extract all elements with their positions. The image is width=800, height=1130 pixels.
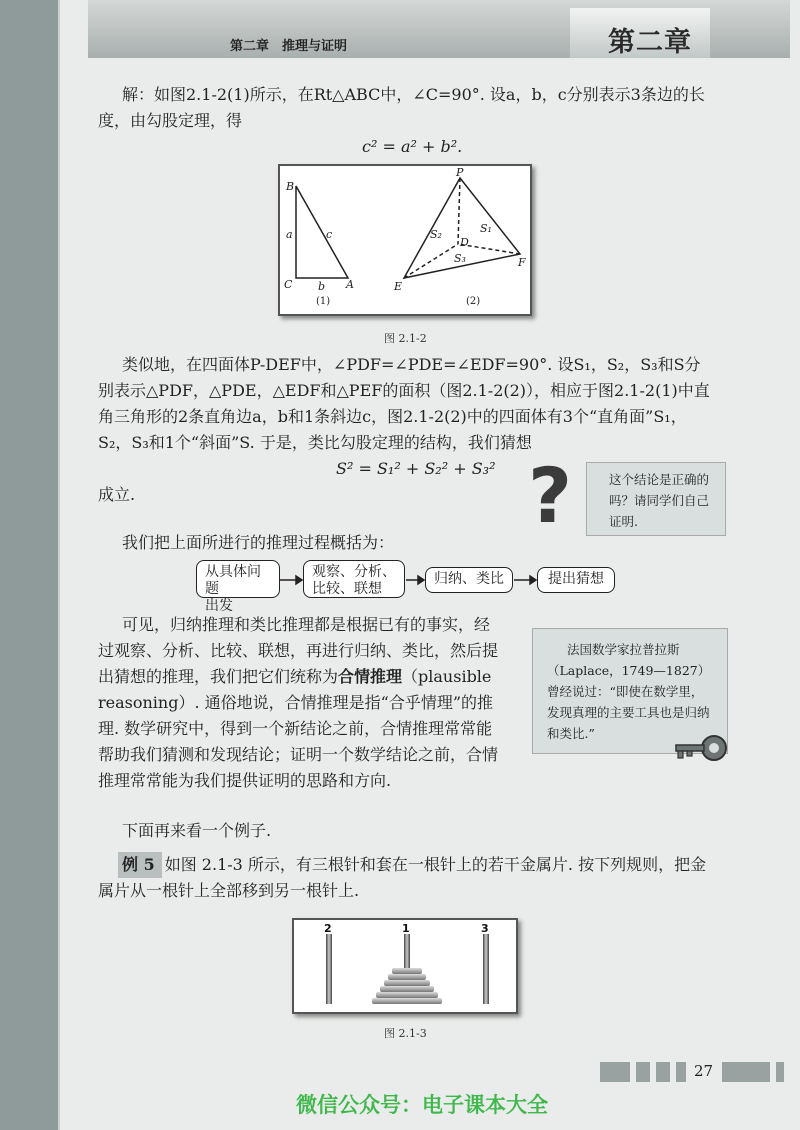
peg-3	[483, 934, 489, 1004]
figure-2-1-3	[292, 918, 518, 1014]
label-S2: S₂	[430, 228, 442, 241]
label-S3: S₃	[454, 252, 466, 265]
label-A: A	[346, 278, 354, 291]
label-E: E	[394, 280, 403, 293]
right-triangle	[296, 186, 348, 278]
disk-2	[376, 992, 438, 998]
peg-label-1: 1	[402, 922, 410, 935]
question-mark-icon: ?	[528, 451, 573, 540]
watermark-text: 微信公众号：电子课本大全	[296, 1093, 548, 1117]
example-tag: 例 5	[122, 855, 155, 874]
key-icon	[672, 732, 732, 764]
disk-1	[372, 998, 442, 1004]
figure-2-1-3-caption: 图 2.1-3	[384, 1027, 427, 1040]
label-B: B	[286, 180, 295, 193]
figure-2-1-2-caption: 图 2.1-2	[384, 332, 427, 345]
disk-5	[388, 974, 426, 980]
peg-label-3: 3	[481, 922, 489, 935]
label-D: D	[460, 236, 469, 249]
label-P: P	[456, 166, 464, 179]
flow-step-4: 提出猜想	[537, 567, 615, 593]
footer-decoration-left	[600, 1062, 692, 1086]
peg-label-2: 2	[324, 922, 332, 935]
disk-3	[380, 986, 434, 992]
page-number: 27	[694, 1062, 714, 1080]
flow-step-3: 归纳、类比	[425, 567, 513, 593]
left-margin-bar	[0, 0, 58, 1130]
hanoi-drawing	[294, 920, 516, 1012]
plausible-reasoning-term: 合情推理	[338, 667, 403, 686]
note-laplace-text: 法国数学家拉普拉斯（Laplace，1749—1827）曾经说过：“即使在数学里，发现真理的主要工具也是归纳和类比.”	[547, 642, 711, 741]
footer-decoration-right	[722, 1062, 790, 1086]
left-margin-line	[58, 0, 60, 1130]
pythagoras-formula: c² = a² + b².	[362, 137, 463, 156]
example-intro: 下面再来看一个例子.	[122, 821, 272, 840]
label-S1: S₁	[480, 222, 492, 235]
note-question-text: 这个结论是正确的吗？请同学们自己证明.	[609, 472, 710, 529]
flow-step-1: 从具体问题 出发	[196, 560, 280, 598]
header-chapter-tab-label: 第二章	[608, 27, 692, 58]
tetrahedron-formula: S² = S₁² + S₂² + S₃²	[336, 459, 496, 478]
disk-4	[384, 980, 430, 986]
flow-step-2: 观察、分析、 比较、联想	[303, 560, 405, 598]
summary-text: 我们把上面所进行的推理过程概括为：	[122, 533, 395, 552]
disk-6	[392, 968, 422, 974]
label-C: C	[284, 278, 293, 291]
established-text: 成立.	[98, 485, 136, 504]
label-F: F	[518, 256, 526, 269]
subfigure-label-1: (1)	[316, 296, 331, 307]
figure-2-1-2	[278, 164, 532, 316]
label-b: b	[318, 280, 326, 293]
label-a: a	[286, 228, 293, 241]
note-question	[586, 462, 726, 536]
peg-2	[326, 934, 332, 1004]
figure-2-1-2-drawing	[280, 166, 530, 314]
subfigure-label-2: (2)	[466, 296, 481, 307]
header-chapter-title: 第二章 推理与证明	[230, 39, 348, 54]
flow-arrows	[278, 570, 540, 592]
plausible-reasoning-paragraph: 可见，归纳推理和类比推理都是根据已有的事实，经过观察、分析、比较、联想，再进行归纳、类比，然后提出猜想的推理，我们把它们统称为合情推理（plausible reasoning）. 通俗地说，合情推理是指“合乎情理”的推理. 数学研究中，得到一个新结论之前，合情推理常常能帮助我们猜测和发现结论；证明一个数学结论之前，合情推理常常能为我们提供证明的思路和方向.	[98, 615, 499, 790]
analogy-paragraph: 类似地，在四面体P-DEF中，∠PDF=∠PDE=∠EDF=90°. 设S₁，S₂，S₃和S分别表示△PDF，△PDE，△EDF和△PEF的面积（图2.1-2(2)），相应于图2.1-2(1)中直角三角形的2条直角边a，b和1条斜边c，图2.1-2(2)中的四面体有3个“直角面”S₁，S₂，S₃和1个“斜面”S. 于是，类比勾股定理的结构，我们猜想	[98, 355, 710, 452]
example-5-paragraph: 例 5 如图 2.1-3 所示，有三根针和套在一根针上的若干金属片. 按下列规则，把金属片从一根针上全部移到另一根针上.	[98, 855, 707, 900]
label-c: c	[326, 228, 333, 241]
solution-paragraph: 解：如图2.1-2(1)所示，在Rt△ABC中，∠C=90°. 设a，b，c分别表示3条边的长度，由勾股定理，得	[98, 85, 705, 130]
